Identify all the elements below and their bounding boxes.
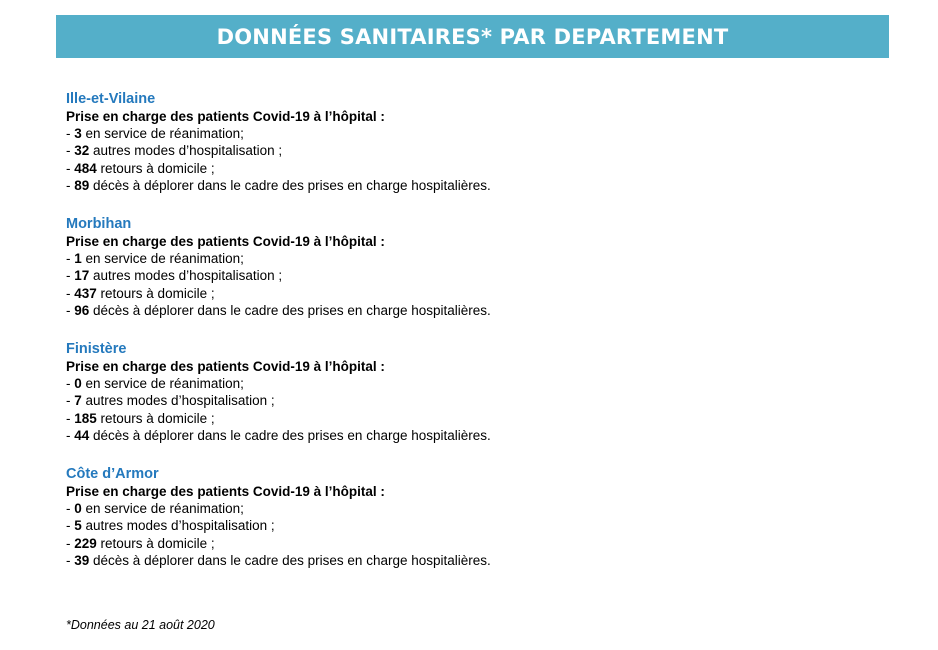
department-stats <box>66 500 866 569</box>
stat-retours <box>66 535 866 552</box>
stat-text: retours à domicile ; <box>96 410 215 426</box>
department-stats <box>66 125 866 194</box>
stat-value: 0 <box>74 501 82 516</box>
stat-text: en service de réanimation; <box>81 376 244 391</box>
stat-prefix: - <box>66 518 75 534</box>
stat-prefix: - <box>66 376 75 391</box>
stat-value: 437 <box>74 285 97 301</box>
stat-value: 89 <box>74 177 90 193</box>
stat-prefix: - <box>66 427 75 443</box>
stat-value: 17 <box>74 268 90 284</box>
stat-text: autres modes d’hospitalisation ; <box>81 393 275 409</box>
department-subtitle: Prise en charge des patients Covid-19 à l’hôpital : <box>66 109 385 124</box>
stat-value: 1 <box>74 251 82 266</box>
department-stats <box>66 250 866 319</box>
stat-text: décès à déplorer dans le cadre des prises en charge hospitalières. <box>89 302 491 318</box>
stat-text: décès à déplorer dans le cadre des prises en charge hospitalières. <box>89 427 491 443</box>
stat-prefix: - <box>66 251 75 266</box>
stat-value: 0 <box>74 376 82 391</box>
stat-deces <box>66 302 866 319</box>
stat-text: retours à domicile ; <box>96 285 215 301</box>
stat-prefix: - <box>66 160 75 176</box>
stat-text: en service de réanimation; <box>81 126 244 141</box>
stat-text: décès à déplorer dans le cadre des prises en charge hospitalières. <box>89 177 491 193</box>
stat-retours <box>66 160 866 177</box>
stat-hospitalisation <box>66 267 866 284</box>
stat-text: retours à domicile ; <box>96 535 215 551</box>
stat-value: 7 <box>74 393 82 409</box>
stat-text: décès à déplorer dans le cadre des prises en charge hospitalières. <box>89 552 491 568</box>
stat-retours <box>66 410 866 427</box>
department-morbihan <box>66 215 866 340</box>
department-name: Finistère <box>66 341 127 357</box>
stat-reanimation <box>66 500 866 517</box>
stat-text: autres modes d’hospitalisation ; <box>89 143 283 159</box>
stat-retours <box>66 285 866 302</box>
stat-prefix: - <box>66 393 75 409</box>
stat-text: en service de réanimation; <box>81 501 244 516</box>
stat-value: 32 <box>74 143 90 159</box>
stat-text: autres modes d’hospitalisation ; <box>89 268 283 284</box>
stat-value: 484 <box>74 160 97 176</box>
stat-value: 96 <box>74 302 90 318</box>
department-name: Côte d’Armor <box>66 466 159 482</box>
department-subtitle: Prise en charge des patients Covid-19 à l’hôpital : <box>66 234 385 249</box>
stat-deces <box>66 552 866 569</box>
stat-prefix: - <box>66 302 75 318</box>
stat-reanimation <box>66 375 866 392</box>
stat-prefix: - <box>66 143 75 159</box>
stat-value: 39 <box>74 552 90 568</box>
stat-prefix: - <box>66 126 75 141</box>
stat-prefix: - <box>66 501 75 516</box>
stat-text: en service de réanimation; <box>81 251 244 266</box>
stat-hospitalisation <box>66 392 866 409</box>
stat-prefix: - <box>66 285 75 301</box>
department-stats <box>66 375 866 444</box>
stat-prefix: - <box>66 552 75 568</box>
department-cote-darmor <box>66 465 866 590</box>
department-name: Ille-et-Vilaine <box>66 91 156 107</box>
stat-reanimation <box>66 125 866 142</box>
department-subtitle: Prise en charge des patients Covid-19 à l’hôpital : <box>66 484 385 499</box>
stat-deces <box>66 177 866 194</box>
department-subtitle: Prise en charge des patients Covid-19 à l’hôpital : <box>66 359 385 374</box>
stat-value: 3 <box>74 126 82 141</box>
stat-hospitalisation <box>66 517 866 534</box>
departments-list <box>66 90 866 590</box>
page-title: DONNÉES SANITAIRES* PAR DEPARTEMENT <box>216 24 729 49</box>
stat-value: 185 <box>74 410 97 426</box>
department-name: Morbihan <box>66 216 132 232</box>
stat-value: 44 <box>74 427 90 443</box>
footnote: *Données au 21 août 2020 <box>66 618 215 632</box>
stat-text: retours à domicile ; <box>96 160 215 176</box>
stat-value: 229 <box>74 535 97 551</box>
stat-value: 5 <box>74 518 82 534</box>
stat-hospitalisation <box>66 142 866 159</box>
department-finistere <box>66 340 866 465</box>
stat-prefix: - <box>66 410 75 426</box>
stat-prefix: - <box>66 177 75 193</box>
stat-prefix: - <box>66 268 75 284</box>
stat-prefix: - <box>66 535 75 551</box>
department-ille-et-vilaine <box>66 90 866 215</box>
stat-reanimation <box>66 250 866 267</box>
stat-text: autres modes d’hospitalisation ; <box>81 518 275 534</box>
stat-deces <box>66 427 866 444</box>
header-banner <box>56 15 889 58</box>
